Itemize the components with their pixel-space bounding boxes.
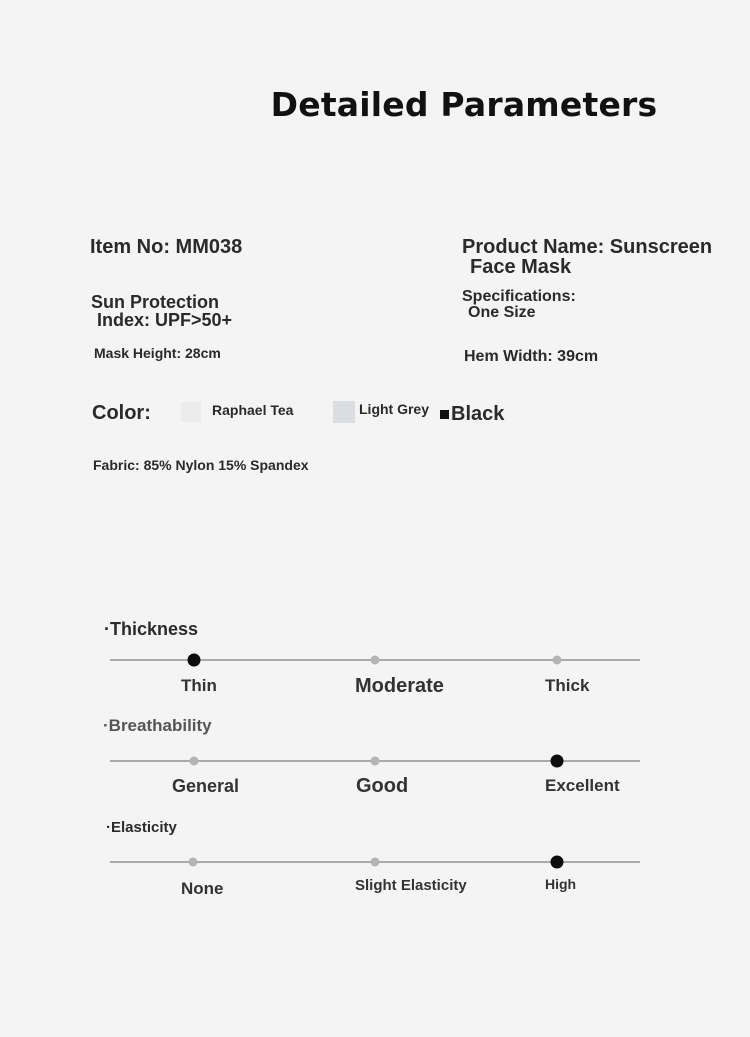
- breathability-option-good: Good: [356, 775, 409, 797]
- color-raphael-tea: Raphael Tea: [212, 402, 294, 418]
- thickness-dot-moderate: [371, 656, 380, 665]
- color-light-grey: Light Grey: [359, 401, 430, 417]
- color-black-label: Black: [451, 403, 505, 425]
- product-name-line1: Product Name: Sunscreen: [462, 236, 713, 258]
- breathability-dot-general: [190, 757, 199, 766]
- thickness-dot-thick: [553, 656, 562, 665]
- color-label: Color:: [92, 402, 151, 424]
- item-number: Item No: MM038: [90, 236, 243, 258]
- thickness-title: ·Thickness: [104, 619, 199, 639]
- thickness-option-thin: Thin: [181, 676, 217, 695]
- elasticity-option-none: None: [181, 879, 224, 898]
- elasticity-option-high: High: [545, 876, 577, 892]
- elasticity-dot-none: [189, 858, 198, 867]
- sun-protection-line1: Sun Protection: [91, 292, 220, 312]
- thickness-option-thick: Thick: [545, 676, 590, 695]
- fabric: Fabric: 85% Nylon 15% Spandex: [93, 457, 309, 473]
- raphael-tea-swatch: [181, 402, 201, 422]
- breathability-title: ·Breathability: [103, 716, 212, 735]
- specifications-line2: One Size: [468, 304, 536, 321]
- sun-protection-line2: Index: UPF>50+: [97, 310, 233, 330]
- elasticity-option-slight: Slight Elasticity: [355, 877, 467, 894]
- product-name-line2: Face Mask: [470, 256, 572, 278]
- hem-width: Hem Width: 39cm: [464, 348, 599, 365]
- breathability-dot-good: [371, 757, 380, 766]
- color-black: [440, 403, 504, 426]
- page-title: Detailed Parameters: [270, 85, 658, 124]
- breathability-option-excellent: Excellent: [545, 776, 620, 795]
- specifications-line1: Specifications:: [462, 288, 576, 305]
- breathability-dot-excellent: [551, 755, 564, 768]
- thickness-option-moderate: Moderate: [355, 675, 444, 697]
- elasticity-dot-high: [551, 856, 564, 869]
- black-swatch: [440, 410, 449, 419]
- elasticity-title: ·Elasticity: [106, 819, 177, 836]
- breathability-option-general: General: [172, 776, 240, 796]
- light-grey-swatch: [333, 401, 355, 423]
- elasticity-dot-slight: [371, 858, 380, 867]
- mask-height: Mask Height: 28cm: [94, 345, 221, 361]
- thickness-dot-thin: [188, 654, 201, 667]
